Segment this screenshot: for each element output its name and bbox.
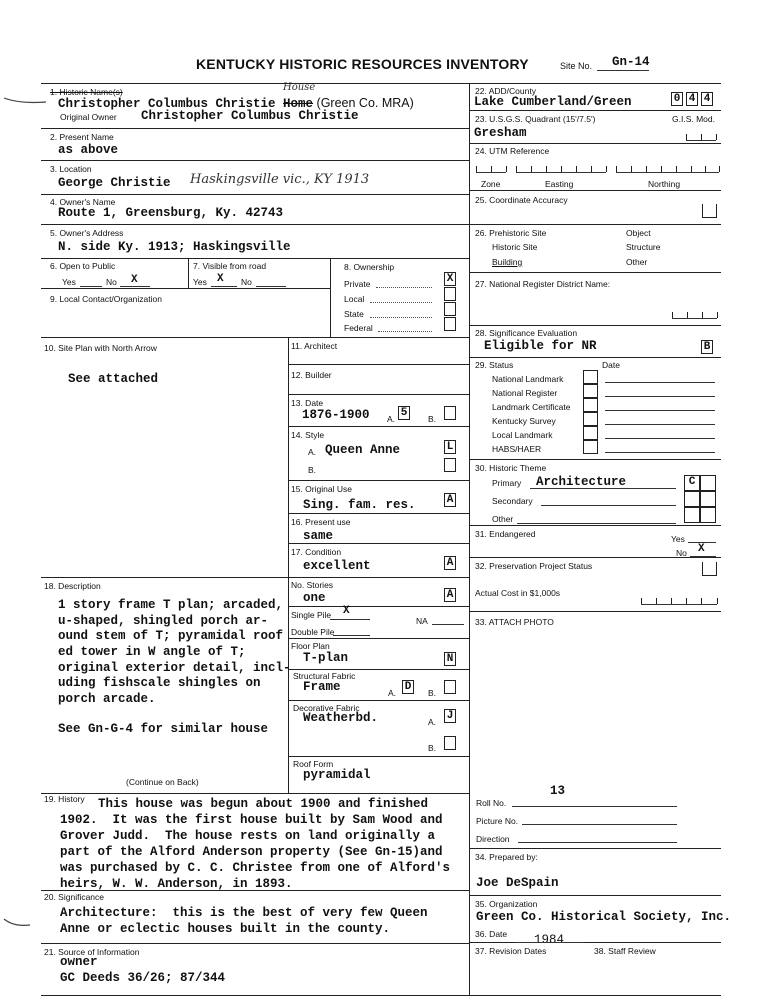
row-line — [469, 190, 721, 191]
tick — [641, 598, 642, 604]
f27-field[interactable] — [672, 318, 717, 319]
f14-a-box[interactable]: L — [444, 440, 456, 454]
f22-code-box[interactable]: 0 — [671, 92, 683, 106]
f30-other-line[interactable] — [517, 523, 676, 524]
f7-mark: X — [217, 273, 224, 285]
tick — [561, 166, 562, 172]
row-line — [469, 224, 721, 225]
f25-field[interactable] — [702, 204, 717, 218]
f7-yes-blank — [211, 286, 237, 287]
f30-code-box[interactable] — [684, 507, 700, 523]
row-line — [41, 943, 469, 944]
f14-b-box[interactable] — [444, 458, 456, 472]
f30-primary-label: Primary — [492, 478, 522, 488]
utm-easting-label: Easting — [545, 179, 574, 189]
row-line — [41, 128, 469, 129]
roll-no-label: Roll No. — [476, 798, 507, 808]
single-pile-mark: X — [343, 605, 350, 617]
leader-dots — [370, 302, 432, 303]
status-date-line[interactable] — [605, 452, 715, 453]
f3-label: 3. Location — [50, 164, 92, 174]
status-date-line[interactable] — [605, 382, 715, 383]
floor-plan-value: T-plan — [303, 651, 349, 665]
tick — [687, 312, 688, 318]
double-pile-blank — [333, 635, 370, 636]
f5-value: N. side Ky. 1913; Haskingsville — [58, 240, 291, 254]
tick — [717, 598, 718, 604]
f27-label: 27. National Register District Name: — [475, 279, 611, 289]
f2-value: as above — [58, 143, 119, 157]
mid-column-divider — [288, 337, 289, 793]
tick — [531, 166, 532, 172]
structural-a-label: A. — [388, 688, 397, 698]
f31-no-blank[interactable] — [690, 556, 716, 557]
f21-line: owner — [60, 955, 98, 969]
row-line — [41, 793, 469, 794]
f8-label: 8. Ownership — [344, 262, 395, 272]
f14-label: 14. Style — [291, 430, 325, 440]
f13-a-box[interactable]: 5 — [398, 406, 410, 420]
column-divider — [469, 83, 470, 995]
floor-plan-label: Floor Plan — [291, 641, 330, 651]
f19-line: Grover Judd. The house rests on land originally a — [60, 829, 436, 843]
status-checkbox[interactable] — [583, 384, 598, 398]
f37-label: 37. Revision Dates — [475, 946, 547, 956]
f12-label: 12. Builder — [291, 370, 332, 380]
row-line — [469, 272, 721, 273]
f1-value: Christopher Columbus Christie Home (Green Co. MRA) — [58, 96, 414, 111]
gis-mod-label: G.I.S. Mod. — [672, 114, 715, 124]
form-top-border — [41, 83, 721, 84]
f26-other: Other — [626, 257, 648, 267]
tick — [719, 166, 720, 172]
picture-no-line[interactable] — [522, 824, 677, 825]
f13-b-box[interactable] — [444, 406, 456, 420]
form-bottom-border — [41, 995, 721, 996]
f26-historic-site: Historic Site — [492, 242, 538, 252]
original-owner-value: Christopher Columbus Christie — [141, 109, 359, 123]
f13-value: 1876-1900 — [302, 408, 370, 422]
row-line — [41, 224, 469, 225]
structural-b-label: B. — [428, 688, 437, 698]
f24-label: 24. UTM Reference — [475, 146, 550, 156]
margin-mark — [0, 915, 40, 935]
f32-cost-field[interactable] — [641, 604, 717, 605]
f31-no-label: No — [676, 548, 687, 558]
status-checkbox[interactable] — [583, 440, 598, 454]
margin-mark — [0, 90, 60, 120]
f8-option-private: Private — [344, 279, 371, 289]
f8-option-local: Local — [344, 294, 365, 304]
f28-box[interactable]: B — [701, 340, 713, 354]
f15-box[interactable]: A — [444, 493, 456, 507]
f6-label: 6. Open to Public — [50, 261, 116, 271]
f30-other-label: Other — [492, 514, 514, 524]
f20-label: 20. Significance — [44, 892, 105, 902]
f18-line: ound stem of T; pyramidal roof — [58, 629, 284, 643]
f13-label: 13. Date — [291, 398, 324, 408]
f4-label: 4. Owner's Name — [50, 197, 116, 207]
picture-no-label: Picture No. — [476, 816, 519, 826]
f17-value: excellent — [303, 559, 371, 573]
tick — [686, 598, 687, 604]
f19-line: 1902. It was the first house built by Sam Wood and — [60, 813, 443, 827]
row-line — [469, 942, 721, 943]
row-line — [469, 110, 721, 111]
f31-mark: X — [698, 543, 705, 555]
decorative-a-label: A. — [428, 717, 437, 727]
f4-value: Route 1, Greensburg, Ky. 42743 — [58, 206, 284, 220]
status-item: Kentucky Survey — [492, 416, 556, 426]
status-item: Landmark Certificate — [492, 402, 571, 412]
f16-label: 16. Present use — [291, 517, 351, 527]
f6-no-label: No — [106, 277, 117, 287]
pile-na-label: NA — [416, 616, 428, 626]
f31-yes-label: Yes — [671, 534, 685, 544]
row-line — [41, 194, 469, 195]
row-line — [288, 394, 469, 395]
utm-easting-field[interactable] — [516, 172, 606, 173]
f31-label: 31. Endangered — [475, 529, 536, 539]
row-line — [469, 848, 721, 849]
f14-b-label: B. — [308, 465, 317, 475]
site-no-value: Gn-14 — [612, 55, 650, 69]
form-title: KENTUCKY HISTORIC RESOURCES INVENTORY — [196, 56, 529, 72]
row-line — [469, 895, 721, 896]
f36-value: 1984 — [534, 933, 565, 947]
f30-primary-value: Architecture — [536, 475, 627, 489]
f6-mark: X — [131, 274, 138, 286]
f3-value: George Christie — [58, 176, 171, 190]
f23-label: 23. U.S.G.S. Quadrant (15'/7.5') — [475, 114, 596, 124]
f18-label: 18. Description — [44, 581, 101, 591]
row-line — [41, 288, 330, 289]
f28-value: Eligible for NR — [484, 339, 597, 353]
f21-label: 21. Source of Information — [44, 947, 140, 957]
f20-line: Architecture: this is the best of very few Queen — [60, 906, 428, 920]
cell-divider — [188, 258, 189, 288]
stories-label: No. Stories — [291, 580, 334, 590]
single-pile-label: Single Pile — [291, 610, 332, 620]
tick — [691, 166, 692, 172]
f6-yes-label: Yes — [62, 277, 76, 287]
tick — [701, 134, 702, 140]
f29-label: 29. Status — [475, 360, 514, 370]
decorative-b-box[interactable] — [444, 736, 456, 750]
f18-line: uding fishscale shingles on — [58, 676, 261, 690]
original-owner-label: Original Owner — [60, 112, 117, 122]
decorative-b-label: B. — [428, 743, 437, 753]
f30-code-box[interactable] — [700, 475, 716, 491]
decorative-fabric-label: Decorative Fabric — [293, 703, 360, 713]
f34-value: Joe DeSpain — [476, 876, 559, 890]
status-item: National Landmark — [492, 374, 564, 384]
double-pile-label: Double Pile — [291, 627, 335, 637]
utm-northing-label: Northing — [648, 179, 681, 189]
tick — [656, 598, 657, 604]
row-line — [288, 638, 469, 639]
f6-yes-blank — [80, 286, 102, 287]
f30-primary-code-box[interactable]: C — [684, 475, 700, 491]
row-line — [288, 543, 469, 544]
f25-label: 25. Coordinate Accuracy — [475, 195, 568, 205]
f17-box[interactable]: A — [444, 556, 456, 570]
f22-code-box[interactable]: 4 — [701, 92, 713, 106]
roll-no-line[interactable] — [512, 806, 677, 807]
f35-value: Green Co. Historical Society, Inc. — [476, 910, 732, 924]
site-no-label: Site No. — [560, 61, 593, 71]
status-item: Local Landmark — [492, 430, 553, 440]
f19-line: heirs, W. W. Anderson, in 1893. — [60, 877, 293, 891]
direction-line[interactable] — [518, 842, 677, 843]
f35-label: 35. Organization — [475, 899, 538, 909]
tick — [717, 312, 718, 318]
f36-label: 36. Date — [475, 929, 508, 939]
row-line — [469, 143, 721, 144]
f30-code-box[interactable] — [700, 491, 716, 507]
f26-object: Object — [626, 228, 651, 238]
f32-label: 32. Preservation Project Status — [475, 561, 593, 571]
f30-label: 30. Historic Theme — [475, 463, 547, 473]
f8-option-federal: Federal — [344, 323, 373, 333]
tick — [716, 134, 717, 140]
tick — [591, 166, 592, 172]
f10-label: 10. Site Plan with North Arrow — [44, 343, 157, 353]
tick — [606, 166, 607, 172]
f26-label: 26. Prehistoric Site — [475, 228, 547, 238]
f7-no-blank — [256, 286, 286, 287]
f8-checkbox-private[interactable]: X — [444, 272, 456, 286]
tick — [546, 166, 547, 172]
f18-extra: See Gn-G-4 for similar house — [58, 722, 269, 736]
tick — [646, 166, 647, 172]
f19-label: 19. History — [44, 794, 85, 804]
structural-b-box[interactable] — [444, 680, 456, 694]
site-no-underline — [597, 70, 649, 71]
pile-na-blank — [432, 624, 464, 625]
f7-label: 7. Visible from road — [193, 261, 267, 271]
f34-label: 34. Prepared by: — [475, 852, 538, 862]
direction-label: Direction — [476, 834, 510, 844]
f17-label: 17. Condition — [291, 547, 342, 557]
f23-value: Gresham — [474, 126, 527, 140]
f38-label: 38. Staff Review — [594, 946, 656, 956]
row-line — [288, 480, 469, 481]
row-line — [469, 611, 721, 612]
f30-code-box[interactable] — [700, 507, 716, 523]
f22-label: 22. ADD/County — [475, 86, 536, 96]
f21-line: GC Deeds 36/26; 87/344 — [60, 971, 226, 985]
stories-value: one — [303, 591, 326, 605]
f18-line: porch arcade. — [58, 692, 156, 706]
f8-checkbox-local[interactable] — [444, 287, 456, 301]
tick — [616, 166, 617, 172]
leader-dots — [370, 317, 432, 318]
f26-building: Building — [492, 257, 523, 267]
status-item: HABS/HAER — [492, 444, 542, 454]
tick — [516, 166, 517, 172]
row-line — [469, 325, 721, 326]
f30-primary-line — [530, 488, 676, 489]
f30-code-box[interactable] — [684, 491, 700, 507]
f30-secondary-line[interactable] — [541, 505, 676, 506]
tick — [676, 166, 677, 172]
tick — [661, 166, 662, 172]
f18-line: u-shaped, shingled porch ar- — [58, 614, 269, 628]
f13-a-label: A. — [387, 414, 396, 424]
f15-value: Sing. fam. res. — [303, 498, 416, 512]
f19-line: was purchased by C. C. Christee from one of Alford's — [60, 861, 451, 875]
structural-a-box[interactable]: D — [402, 680, 414, 694]
tick — [702, 312, 703, 318]
f32-field[interactable] — [702, 562, 717, 576]
row-line — [288, 606, 469, 607]
f18-line: original exterior detail, incl- — [58, 661, 291, 675]
status-date-line[interactable] — [605, 410, 715, 411]
row-line — [288, 756, 469, 757]
f8-checkbox-state[interactable] — [444, 302, 456, 316]
floor-plan-box[interactable]: N — [444, 652, 456, 666]
tick — [506, 166, 507, 172]
gis-mod-field[interactable] — [686, 140, 716, 141]
f29-date-label: Date — [602, 360, 620, 370]
decorative-a-box[interactable]: J — [444, 709, 456, 723]
f8-checkbox-federal[interactable] — [444, 317, 456, 331]
f3-handwritten-note: Haskingsville vic., KY 1913 — [190, 172, 370, 187]
f10-value: See attached — [68, 372, 159, 386]
utm-northing-field[interactable] — [616, 172, 719, 173]
f1-label: 1. Historic Name(s) — [50, 87, 123, 97]
f9-label: 9. Local Contact/Organization — [50, 294, 162, 304]
row-line — [41, 577, 469, 578]
row-line — [469, 357, 721, 358]
structural-fabric-value: Frame — [303, 680, 341, 694]
tick — [701, 598, 702, 604]
tick — [491, 166, 492, 172]
f13-b-label: B. — [428, 414, 437, 424]
photo-number: 13 — [550, 784, 566, 798]
row-line — [41, 258, 469, 259]
roof-form-label: Roof Form — [293, 759, 334, 769]
row-line — [41, 337, 469, 338]
f15-label: 15. Original Use — [291, 484, 352, 494]
f32-cost-label: Actual Cost in $1,000s — [475, 588, 561, 598]
utm-zone-label: Zone — [481, 179, 501, 189]
f20-line: Anne or eclectic houses built in the county. — [60, 922, 391, 936]
stories-box[interactable]: A — [444, 588, 456, 602]
f18-continue-note: (Continue on Back) — [126, 777, 199, 787]
f5-label: 5. Owner's Address — [50, 228, 124, 238]
status-checkbox[interactable] — [583, 370, 598, 384]
f7-yes-label: Yes — [193, 277, 207, 287]
f14-a-label: A. — [308, 447, 317, 457]
leader-dots — [378, 331, 432, 332]
f7-no-label: No — [241, 277, 252, 287]
row-line — [469, 525, 721, 526]
f36-line — [516, 942, 584, 943]
roof-form-value: pyramidal — [303, 768, 371, 782]
f18-line: ed tower in W angle of T; — [58, 645, 246, 659]
row-line — [469, 459, 721, 460]
leader-dots — [376, 287, 432, 288]
structural-fabric-label: Structural Fabric — [293, 671, 356, 681]
row-line — [288, 513, 469, 514]
f2-label: 2. Present Name — [50, 132, 114, 142]
row-line — [41, 160, 469, 161]
f22-value: Lake Cumberland/Green — [474, 95, 632, 109]
status-item: National Register — [492, 388, 558, 398]
row-line — [288, 669, 469, 670]
row-line — [288, 364, 469, 365]
f8-option-state: State — [344, 309, 364, 319]
f18-line: 1 story frame T plan; arcaded, — [58, 598, 284, 612]
status-checkbox[interactable] — [583, 426, 598, 440]
tick — [671, 598, 672, 604]
f16-value: same — [303, 529, 334, 543]
tick — [672, 312, 673, 318]
f11-label: 11. Architect — [291, 341, 338, 351]
decorative-fabric-value: Weatherbd. — [303, 711, 379, 725]
f1-handwritten-note: House — [283, 82, 316, 93]
status-date-line[interactable] — [605, 438, 715, 439]
f19-line: This house was begun about 1900 and finished — [98, 797, 429, 811]
status-checkbox[interactable] — [583, 412, 598, 426]
f28-label: 28. Significance Evaluation — [475, 328, 578, 338]
tick — [705, 166, 706, 172]
row-line — [288, 426, 469, 427]
status-checkbox[interactable] — [583, 398, 598, 412]
f19-line: part of the Alford Anderson property (See Gn-15)and — [60, 845, 443, 859]
tick — [576, 166, 577, 172]
f30-secondary-label: Secondary — [492, 496, 533, 506]
f22-code-box[interactable]: 4 — [686, 92, 698, 106]
tick — [476, 166, 477, 172]
status-date-line[interactable] — [605, 424, 715, 425]
status-date-line[interactable] — [605, 396, 715, 397]
utm-zone-field[interactable] — [476, 172, 506, 173]
cell-divider — [330, 258, 331, 337]
single-pile-blank — [330, 619, 370, 620]
f26-structure: Structure — [626, 242, 661, 252]
tick — [686, 134, 687, 140]
row-line — [288, 700, 469, 701]
tick — [631, 166, 632, 172]
f33-label: 33. ATTACH PHOTO — [475, 617, 554, 627]
f14-value: Queen Anne — [325, 443, 401, 457]
